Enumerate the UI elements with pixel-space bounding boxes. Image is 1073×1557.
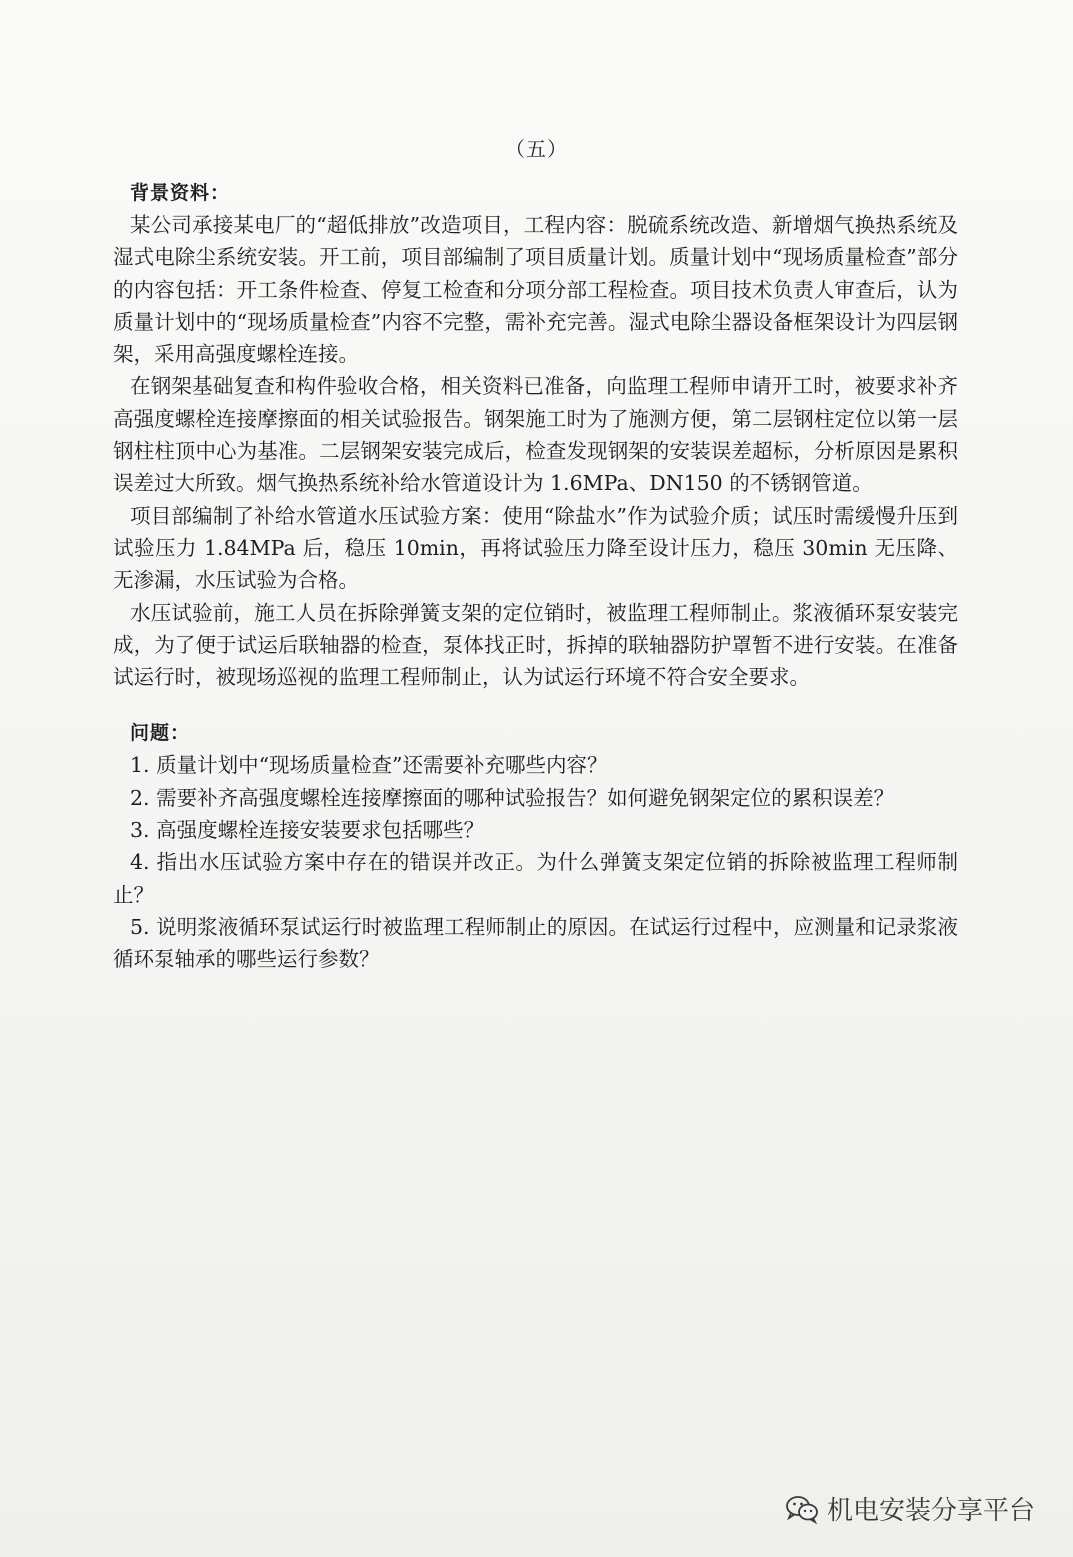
watermark bbox=[785, 1490, 1035, 1527]
question-item: 5. 说明浆液循环泵试运行时被监理工程师制止的原因。在试运行过程中，应测量和记录浆液循环泵轴承的哪些运行参数？ bbox=[113, 914, 958, 972]
question-item: 4. 指出水压试验方案中存在的错误并改正。为什么弹簧支架定位销的拆除被监理工程师制止？ bbox=[113, 850, 958, 907]
background-paragraph: 在钢架基础复查和构件验收合格，相关资料已准备，向监理工程师申请开工时，被要求补齐高强度螺栓连接摩擦面的相关试验报告。钢架施工时为了施测方便，第二层钢柱定位以第一层钢柱柱顶中心为基准。二层钢架安装完成后，检查发现钢架的安装误差超标，分析原因是累积误差过大所致。烟气换热系统补给水管道设计为 1.6MPa、DN150 的不锈钢管道。 bbox=[113, 374, 958, 496]
background-paragraph: 水压试验前，施工人员在拆除弹簧支架的定位销时，被监理工程师制止。浆液循环泵安装完成，为了便于试运后联轴器的检查，泵体找正时，拆掉的联轴器防护罩暂不进行安装。在准备试运行时，被现场巡视的监理工程师制止，认为试运行环境不符合安全要求。 bbox=[113, 600, 958, 690]
question-item: 3. 高强度螺栓连接安装要求包括哪些？ bbox=[130, 818, 485, 843]
wechat-icon bbox=[785, 1494, 819, 1524]
questions-heading: 问题： bbox=[130, 722, 191, 745]
page-title: （五） bbox=[505, 137, 568, 161]
background-paragraph: 某公司承接某电厂的“超低排放”改造项目，工程内容：脱硫系统改造、新增烟气换热系统及湿式电除尘系统安装。开工前，项目部编制了项目质量计划。质量计划中“现场质量检查”部分的内容包括：开工条件检查、停复工检查和分项分部工程检查。项目技术负责人审查后，认为质量计划中的“现场质量检查”内容不完整，需补充完善。湿式电除尘器设备框架设计为四层钢架，采用高强度螺栓连接。 bbox=[113, 213, 958, 367]
background-paragraph: 项目部编制了补给水管道水压试验方案：使用“除盐水”作为试验介质；试压时需缓慢升压到试验压力 1.84MPa 后，稳压 10min，再将试验压力降至设计压力，稳压 30min 无压降、无渗漏，水压试验为合格。 bbox=[113, 503, 958, 593]
background-heading: 背景资料： bbox=[130, 182, 231, 204]
question-list bbox=[113, 749, 958, 975]
document-body bbox=[113, 178, 958, 976]
question-item: 2. 需要补齐高强度螺栓连接摩擦面的哪种试验报告？如何避免钢架定位的累积误差？ bbox=[130, 785, 895, 810]
watermark-text: 机电安装分享平台 bbox=[826, 1496, 1035, 1526]
question-item: 1. 质量计划中“现场质量检查”还需要补充哪些内容？ bbox=[130, 753, 608, 778]
section-spacer bbox=[113, 693, 958, 718]
